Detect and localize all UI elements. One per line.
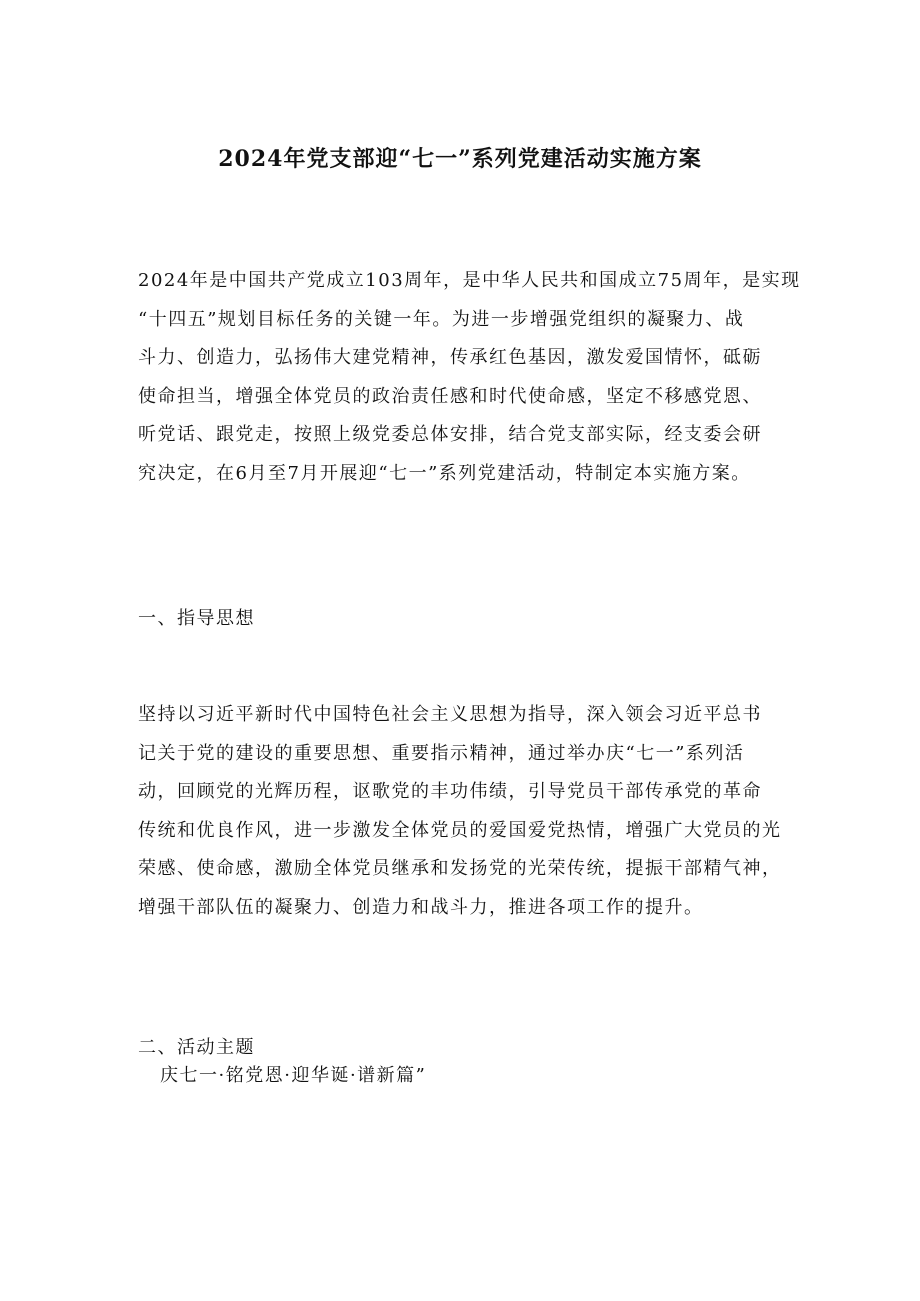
guiding-ideology-paragraph xyxy=(138,696,788,927)
intro-line: 2024年是中国共产党成立103周年，是中华人民共和国成立75周年，是实现 xyxy=(138,270,801,291)
intro-line: 究决定，在6月至7月开展迎“七一”系列党建活动，特制定本实施方案。 xyxy=(138,462,751,484)
intro-paragraph xyxy=(138,262,801,493)
section-heading-guiding-ideology: 一、指导思想 xyxy=(138,608,255,629)
intro-line: 使命担当，增强全体党员的政治责任感和时代使命感，坚定不移感党恩、 xyxy=(138,385,762,407)
activity-theme-text: 庆七一·铭党恩·迎华诞·谱新篇” xyxy=(160,1065,427,1086)
intro-line: 斗力、创造力，弘扬伟大建党精神，传承红色基因，激发爱国情怀，砥砺 xyxy=(138,347,762,368)
section-heading-activity-theme: 二、活动主题 xyxy=(138,1037,255,1058)
paragraph-line: 传统和优良作风，进一步激发全体党员的爱国爱党热情，增强广大党员的光 xyxy=(138,819,782,841)
intro-line: 听党话、跟党走，按照上级党委总体安排，结合党支部实际，经支委会研 xyxy=(138,424,762,445)
document-title: 2024年党支部迎“七一”系列党建活动实施方案 xyxy=(218,146,702,172)
paragraph-line: 坚持以习近平新时代中国特色社会主义思想为指导，深入领会习近平总书 xyxy=(138,704,762,725)
paragraph-line: 增强干部队伍的凝聚力、创造力和战斗力，推进各项工作的提升。 xyxy=(138,896,704,918)
paragraph-line: 记关于党的建设的重要思想、重要指示精神，通过举办庆“七一”系列活 xyxy=(138,742,745,764)
intro-line: “十四五”规划目标任务的关键一年。为进一步增强党组织的凝聚力、战 xyxy=(138,308,745,330)
paragraph-line: 荣感、使命感，激励全体党员继承和发扬党的光荣传统，提振干部精气神， xyxy=(138,858,782,879)
paragraph-line: 动，回顾党的光辉历程，讴歌党的丰功伟绩，引导党员干部传承党的革命 xyxy=(138,781,762,802)
